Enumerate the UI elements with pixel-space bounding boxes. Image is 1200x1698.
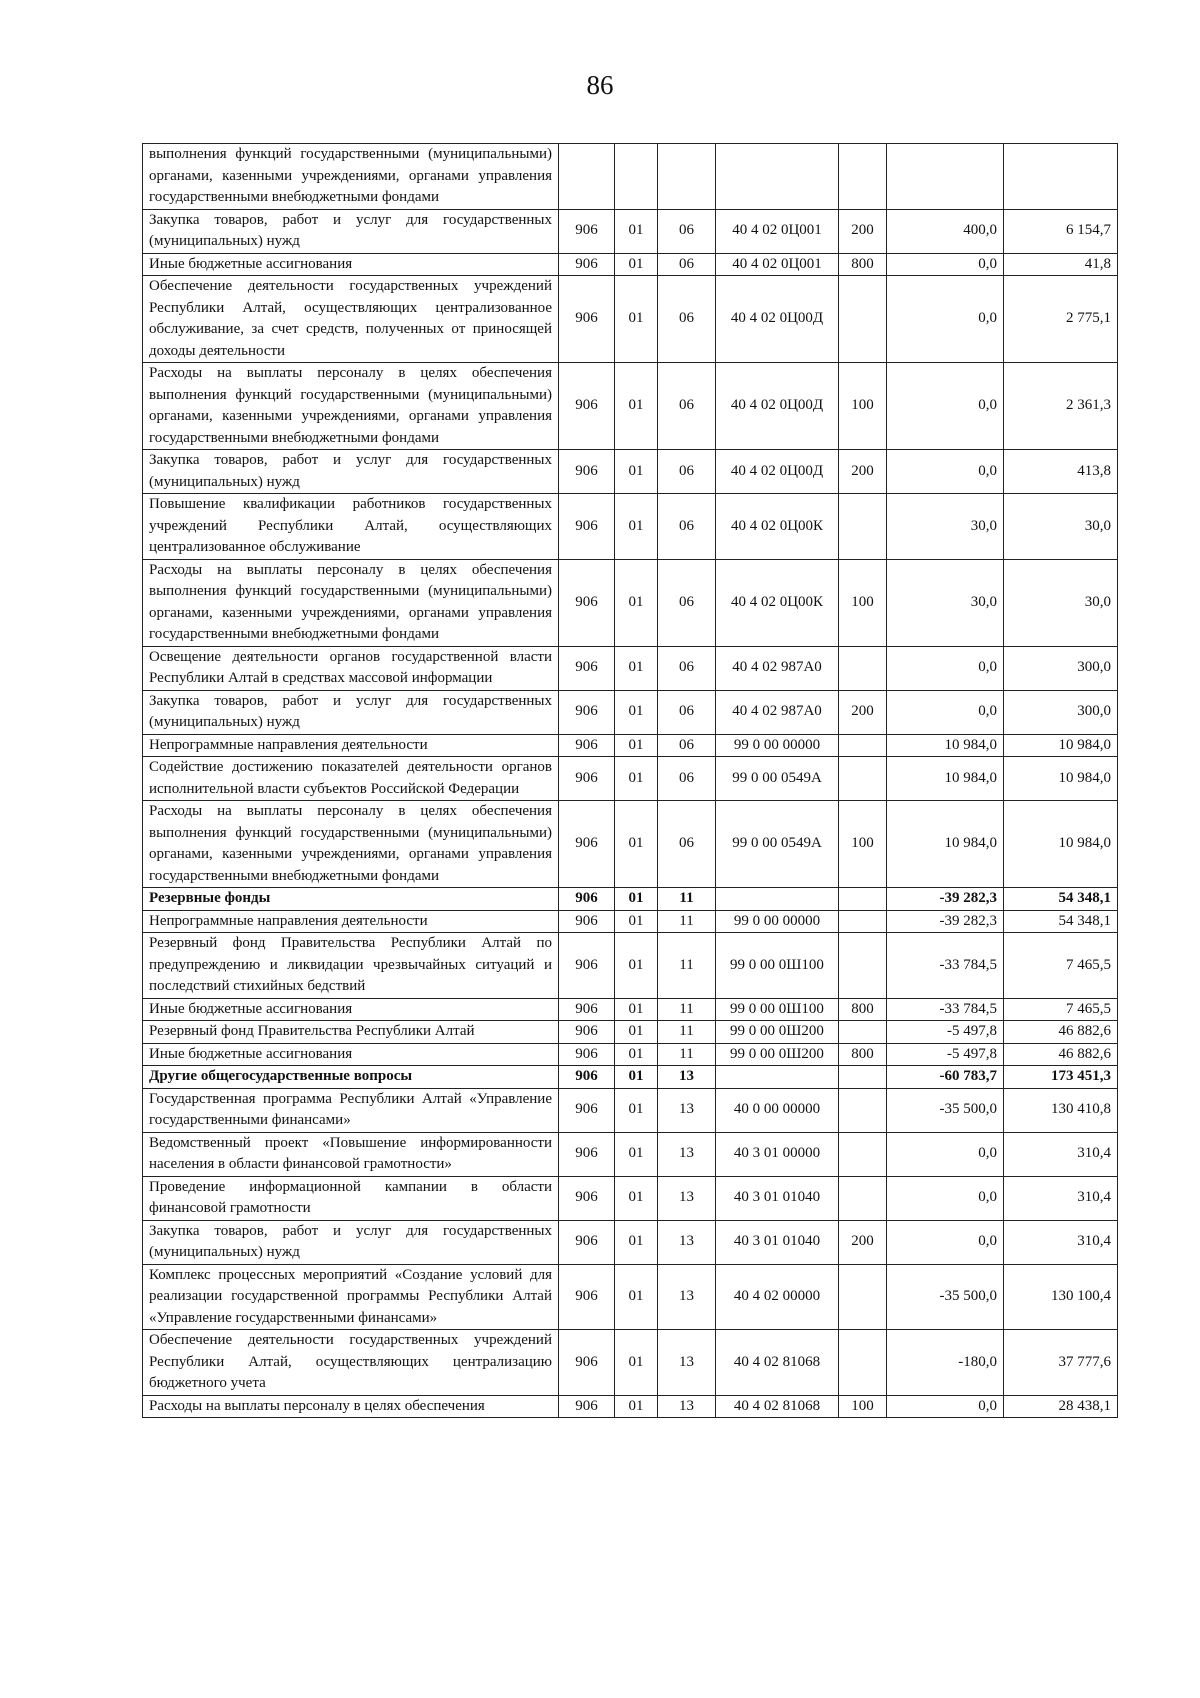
section-code-cell: 01: [615, 1021, 658, 1044]
expense-type-cell: [839, 144, 887, 210]
amount-total-cell: 6 154,7: [1004, 209, 1118, 253]
subsection-code-cell: 06: [658, 276, 716, 363]
expense-name-cell: Иные бюджетные ассигнования: [143, 253, 559, 276]
expense-type-cell: 800: [839, 253, 887, 276]
amount-change-cell: 10 984,0: [887, 801, 1004, 888]
admin-code-cell: 906: [559, 1220, 615, 1264]
table-row: [143, 933, 1118, 999]
section-code-cell: 01: [615, 1088, 658, 1132]
amount-total-cell: 37 777,6: [1004, 1330, 1118, 1396]
expense-name-cell: выполнения функций государственными (муниципальными) органами, казенными учреждениями, органами управления государственными внебюджетными фондами: [143, 144, 559, 210]
admin-code-cell: 906: [559, 276, 615, 363]
admin-code-cell: 906: [559, 1264, 615, 1330]
section-code-cell: 01: [615, 757, 658, 801]
admin-code-cell: 906: [559, 209, 615, 253]
subsection-code-cell: 06: [658, 734, 716, 757]
target-article-cell: 40 3 01 00000: [716, 1132, 839, 1176]
expense-name-cell: Закупка товаров, работ и услуг для государственных (муниципальных) нужд: [143, 209, 559, 253]
table-row: [143, 1220, 1118, 1264]
table-row: [143, 494, 1118, 560]
subsection-code-cell: 06: [658, 253, 716, 276]
table-row: [143, 144, 1118, 210]
page-number: 86: [586, 70, 614, 100]
amount-change-cell: -33 784,5: [887, 998, 1004, 1021]
amount-change-cell: 0,0: [887, 646, 1004, 690]
amount-total-cell: 2 775,1: [1004, 276, 1118, 363]
section-code-cell: 01: [615, 998, 658, 1021]
admin-code-cell: 906: [559, 690, 615, 734]
expense-name-cell: Государственная программа Республики Алтай «Управление государственными финансами»: [143, 1088, 559, 1132]
target-article-cell: [716, 1066, 839, 1089]
amount-total-cell: [1004, 144, 1118, 210]
target-article-cell: 40 4 02 0Ц00К: [716, 494, 839, 560]
admin-code-cell: 906: [559, 646, 615, 690]
table-row: [143, 1088, 1118, 1132]
target-article-cell: 40 4 02 987А0: [716, 690, 839, 734]
expense-name-cell: Расходы на выплаты персоналу в целях обеспечения выполнения функций государственными (муниципальными) органами, казенными учреждениями, органами управления государственными внебюджетными фондами: [143, 801, 559, 888]
amount-total-cell: 310,4: [1004, 1176, 1118, 1220]
amount-change-cell: -35 500,0: [887, 1264, 1004, 1330]
expense-type-cell: [839, 1021, 887, 1044]
table-row: [143, 910, 1118, 933]
amount-total-cell: 413,8: [1004, 450, 1118, 494]
subsection-code-cell: 13: [658, 1264, 716, 1330]
section-code-cell: 01: [615, 910, 658, 933]
admin-code-cell: 906: [559, 1021, 615, 1044]
expense-name-cell: Освещение деятельности органов государственной власти Республики Алтай в средствах массовой информации: [143, 646, 559, 690]
subsection-code-cell: 13: [658, 1220, 716, 1264]
section-code-cell: 01: [615, 933, 658, 999]
amount-change-cell: -35 500,0: [887, 1088, 1004, 1132]
expense-type-cell: [839, 910, 887, 933]
expense-type-cell: [839, 646, 887, 690]
section-code-cell: 01: [615, 494, 658, 560]
amount-change-cell: 0,0: [887, 1132, 1004, 1176]
expense-type-cell: [839, 888, 887, 911]
amount-total-cell: 46 882,6: [1004, 1021, 1118, 1044]
amount-change-cell: 0,0: [887, 450, 1004, 494]
admin-code-cell: 906: [559, 933, 615, 999]
table-row: [143, 1330, 1118, 1396]
amount-change-cell: 0,0: [887, 253, 1004, 276]
expense-name-cell: Расходы на выплаты персоналу в целях обеспечения выполнения функций государственными (муниципальными) органами, казенными учреждениями, органами управления государственными внебюджетными фондами: [143, 363, 559, 450]
amount-change-cell: 0,0: [887, 1395, 1004, 1418]
expense-type-cell: [839, 276, 887, 363]
expense-type-cell: [839, 1264, 887, 1330]
amount-total-cell: 10 984,0: [1004, 734, 1118, 757]
section-code-cell: 01: [615, 559, 658, 646]
target-article-cell: 40 4 02 81068: [716, 1330, 839, 1396]
target-article-cell: 99 0 00 0Ш100: [716, 933, 839, 999]
section-code-cell: 01: [615, 1264, 658, 1330]
amount-total-cell: 41,8: [1004, 253, 1118, 276]
expense-name-cell: Другие общегосударственные вопросы: [143, 1066, 559, 1089]
admin-code-cell: 906: [559, 801, 615, 888]
section-code-cell: 01: [615, 276, 658, 363]
target-article-cell: 40 4 02 0Ц00Д: [716, 363, 839, 450]
admin-code-cell: 906: [559, 998, 615, 1021]
amount-total-cell: 130 410,8: [1004, 1088, 1118, 1132]
admin-code-cell: 906: [559, 757, 615, 801]
table-row: [143, 1264, 1118, 1330]
target-article-cell: 99 0 00 0Ш200: [716, 1021, 839, 1044]
expense-type-cell: [839, 757, 887, 801]
subsection-code-cell: 06: [658, 450, 716, 494]
section-code-cell: 01: [615, 690, 658, 734]
target-article-cell: 40 4 02 0Ц00Д: [716, 450, 839, 494]
section-code-cell: 01: [615, 1132, 658, 1176]
target-article-cell: 99 0 00 0549А: [716, 757, 839, 801]
expense-name-cell: Расходы на выплаты персоналу в целях обеспечения выполнения функций государственными (муниципальными) органами, казенными учреждениями, органами управления государственными внебюджетными фондами: [143, 559, 559, 646]
target-article-cell: 99 0 00 0Ш100: [716, 998, 839, 1021]
target-article-cell: 99 0 00 0Ш200: [716, 1043, 839, 1066]
section-code-cell: 01: [615, 1330, 658, 1396]
budget-table: [142, 143, 1118, 1418]
target-article-cell: 99 0 00 0549А: [716, 801, 839, 888]
expense-type-cell: [839, 1066, 887, 1089]
subsection-code-cell: 13: [658, 1395, 716, 1418]
target-article-cell: 40 0 00 00000: [716, 1088, 839, 1132]
table-row: [143, 998, 1118, 1021]
section-code-cell: 01: [615, 1220, 658, 1264]
budget-table-body: [143, 144, 1118, 1418]
amount-total-cell: 310,4: [1004, 1132, 1118, 1176]
table-row: [143, 1176, 1118, 1220]
expense-type-cell: 100: [839, 559, 887, 646]
subsection-code-cell: 06: [658, 646, 716, 690]
table-row: [143, 209, 1118, 253]
amount-total-cell: 7 465,5: [1004, 933, 1118, 999]
admin-code-cell: [559, 144, 615, 210]
expense-name-cell: Закупка товаров, работ и услуг для государственных (муниципальных) нужд: [143, 450, 559, 494]
subsection-code-cell: 13: [658, 1066, 716, 1089]
amount-change-cell: 0,0: [887, 276, 1004, 363]
subsection-code-cell: 06: [658, 363, 716, 450]
table-row: [143, 888, 1118, 911]
admin-code-cell: 906: [559, 1088, 615, 1132]
section-code-cell: 01: [615, 1176, 658, 1220]
table-row: [143, 276, 1118, 363]
table-row: [143, 363, 1118, 450]
section-code-cell: 01: [615, 734, 658, 757]
expense-name-cell: Непрограммные направления деятельности: [143, 734, 559, 757]
table-row: [143, 253, 1118, 276]
amount-total-cell: 10 984,0: [1004, 757, 1118, 801]
target-article-cell: 40 3 01 01040: [716, 1220, 839, 1264]
expense-type-cell: [839, 494, 887, 560]
amount-total-cell: 54 348,1: [1004, 910, 1118, 933]
amount-total-cell: 30,0: [1004, 559, 1118, 646]
expense-name-cell: Резервный фонд Правительства Республики Алтай: [143, 1021, 559, 1044]
subsection-code-cell: 11: [658, 1021, 716, 1044]
target-article-cell: [716, 144, 839, 210]
expense-type-cell: [839, 734, 887, 757]
expense-name-cell: Иные бюджетные ассигнования: [143, 998, 559, 1021]
amount-change-cell: 30,0: [887, 494, 1004, 560]
expense-type-cell: [839, 1132, 887, 1176]
admin-code-cell: 906: [559, 734, 615, 757]
amount-change-cell: [887, 144, 1004, 210]
section-code-cell: 01: [615, 646, 658, 690]
amount-change-cell: -33 784,5: [887, 933, 1004, 999]
expense-type-cell: 200: [839, 209, 887, 253]
expense-type-cell: 800: [839, 998, 887, 1021]
amount-change-cell: 0,0: [887, 1176, 1004, 1220]
table-row: [143, 801, 1118, 888]
expense-type-cell: 200: [839, 450, 887, 494]
subsection-code-cell: 13: [658, 1330, 716, 1396]
target-article-cell: 40 4 02 00000: [716, 1264, 839, 1330]
subsection-code-cell: 13: [658, 1132, 716, 1176]
section-code-cell: 01: [615, 209, 658, 253]
admin-code-cell: 906: [559, 494, 615, 560]
amount-total-cell: 300,0: [1004, 646, 1118, 690]
target-article-cell: 40 4 02 0Ц00Д: [716, 276, 839, 363]
expense-type-cell: 200: [839, 1220, 887, 1264]
expense-type-cell: 100: [839, 363, 887, 450]
expense-name-cell: Комплекс процессных мероприятий «Создание условий для реализации государственной программы Республики Алтай «Управление государственными финансами»: [143, 1264, 559, 1330]
subsection-code-cell: 13: [658, 1176, 716, 1220]
section-code-cell: 01: [615, 253, 658, 276]
subsection-code-cell: 06: [658, 690, 716, 734]
amount-total-cell: 300,0: [1004, 690, 1118, 734]
admin-code-cell: 906: [559, 559, 615, 646]
section-code-cell: 01: [615, 1066, 658, 1089]
table-row: [143, 559, 1118, 646]
section-code-cell: 01: [615, 1395, 658, 1418]
expense-name-cell: Ведомственный проект «Повышение информированности населения в области финансовой грамотности»: [143, 1132, 559, 1176]
expense-type-cell: 100: [839, 801, 887, 888]
expense-type-cell: [839, 1088, 887, 1132]
expense-name-cell: Резервный фонд Правительства Республики Алтай по предупреждению и ликвидации чрезвычайных ситуаций и последствий стихийных бедствий: [143, 933, 559, 999]
amount-total-cell: 7 465,5: [1004, 998, 1118, 1021]
amount-total-cell: 130 100,4: [1004, 1264, 1118, 1330]
admin-code-cell: 906: [559, 1330, 615, 1396]
subsection-code-cell: 11: [658, 998, 716, 1021]
target-article-cell: 99 0 00 00000: [716, 910, 839, 933]
subsection-code-cell: 13: [658, 1088, 716, 1132]
amount-total-cell: 10 984,0: [1004, 801, 1118, 888]
table-row: [143, 1043, 1118, 1066]
expense-type-cell: 800: [839, 1043, 887, 1066]
admin-code-cell: 906: [559, 1066, 615, 1089]
amount-change-cell: -5 497,8: [887, 1043, 1004, 1066]
expense-name-cell: Непрограммные направления деятельности: [143, 910, 559, 933]
section-code-cell: 01: [615, 801, 658, 888]
amount-change-cell: -180,0: [887, 1330, 1004, 1396]
table-row: [143, 1021, 1118, 1044]
subsection-code-cell: 06: [658, 209, 716, 253]
target-article-cell: [716, 888, 839, 911]
subsection-code-cell: 06: [658, 494, 716, 560]
admin-code-cell: 906: [559, 450, 615, 494]
section-code-cell: 01: [615, 1043, 658, 1066]
expense-name-cell: Содействие достижению показателей деятельности органов исполнительной власти субъектов Российской Федерации: [143, 757, 559, 801]
amount-change-cell: 400,0: [887, 209, 1004, 253]
table-row: [143, 690, 1118, 734]
amount-change-cell: -39 282,3: [887, 888, 1004, 911]
target-article-cell: 40 3 01 01040: [716, 1176, 839, 1220]
amount-total-cell: 173 451,3: [1004, 1066, 1118, 1089]
admin-code-cell: 906: [559, 910, 615, 933]
subsection-code-cell: 06: [658, 559, 716, 646]
expense-name-cell: Закупка товаров, работ и услуг для государственных (муниципальных) нужд: [143, 1220, 559, 1264]
expense-type-cell: [839, 933, 887, 999]
subsection-code-cell: 11: [658, 933, 716, 999]
amount-change-cell: 0,0: [887, 1220, 1004, 1264]
expense-name-cell: Закупка товаров, работ и услуг для государственных (муниципальных) нужд: [143, 690, 559, 734]
amount-total-cell: 54 348,1: [1004, 888, 1118, 911]
subsection-code-cell: [658, 144, 716, 210]
table-row: [143, 1132, 1118, 1176]
target-article-cell: 40 4 02 987А0: [716, 646, 839, 690]
admin-code-cell: 906: [559, 1176, 615, 1220]
admin-code-cell: 906: [559, 1132, 615, 1176]
expense-type-cell: [839, 1330, 887, 1396]
expense-name-cell: Обеспечение деятельности государственных учреждений Республики Алтай, осуществляющих централизацию бюджетного учета: [143, 1330, 559, 1396]
amount-total-cell: 28 438,1: [1004, 1395, 1118, 1418]
section-code-cell: 01: [615, 888, 658, 911]
target-article-cell: 40 4 02 0Ц001: [716, 209, 839, 253]
subsection-code-cell: 11: [658, 910, 716, 933]
amount-total-cell: 2 361,3: [1004, 363, 1118, 450]
table-row: [143, 757, 1118, 801]
expense-type-cell: 100: [839, 1395, 887, 1418]
table-row: [143, 1395, 1118, 1418]
expense-name-cell: Резервные фонды: [143, 888, 559, 911]
amount-change-cell: 0,0: [887, 363, 1004, 450]
section-code-cell: 01: [615, 450, 658, 494]
expense-name-cell: Расходы на выплаты персоналу в целях обеспечения: [143, 1395, 559, 1418]
section-code-cell: [615, 144, 658, 210]
amount-change-cell: -60 783,7: [887, 1066, 1004, 1089]
amount-change-cell: -5 497,8: [887, 1021, 1004, 1044]
amount-change-cell: 0,0: [887, 690, 1004, 734]
expense-type-cell: [839, 1176, 887, 1220]
table-row: [143, 450, 1118, 494]
expense-name-cell: Иные бюджетные ассигнования: [143, 1043, 559, 1066]
table-row: [143, 1066, 1118, 1089]
subsection-code-cell: 11: [658, 888, 716, 911]
expense-name-cell: Повышение квалификации работников государственных учреждений Республики Алтай, осуществляющих централизованное обслуживание: [143, 494, 559, 560]
admin-code-cell: 906: [559, 253, 615, 276]
amount-total-cell: 46 882,6: [1004, 1043, 1118, 1066]
amount-change-cell: 10 984,0: [887, 734, 1004, 757]
target-article-cell: 40 4 02 81068: [716, 1395, 839, 1418]
subsection-code-cell: 11: [658, 1043, 716, 1066]
amount-change-cell: 30,0: [887, 559, 1004, 646]
admin-code-cell: 906: [559, 363, 615, 450]
amount-total-cell: 30,0: [1004, 494, 1118, 560]
amount-total-cell: 310,4: [1004, 1220, 1118, 1264]
expense-name-cell: Проведение информационной кампании в области финансовой грамотности: [143, 1176, 559, 1220]
target-article-cell: 99 0 00 00000: [716, 734, 839, 757]
subsection-code-cell: 06: [658, 801, 716, 888]
table-row: [143, 646, 1118, 690]
admin-code-cell: 906: [559, 1043, 615, 1066]
target-article-cell: 40 4 02 0Ц001: [716, 253, 839, 276]
expense-type-cell: 200: [839, 690, 887, 734]
target-article-cell: 40 4 02 0Ц00К: [716, 559, 839, 646]
amount-change-cell: 10 984,0: [887, 757, 1004, 801]
table-row: [143, 734, 1118, 757]
admin-code-cell: 906: [559, 888, 615, 911]
expense-name-cell: Обеспечение деятельности государственных учреждений Республики Алтай, осуществляющих централизованное обслуживание, за счет средств, полученных от приносящей доходы деятельности: [143, 276, 559, 363]
admin-code-cell: 906: [559, 1395, 615, 1418]
section-code-cell: 01: [615, 363, 658, 450]
amount-change-cell: -39 282,3: [887, 910, 1004, 933]
subsection-code-cell: 06: [658, 757, 716, 801]
